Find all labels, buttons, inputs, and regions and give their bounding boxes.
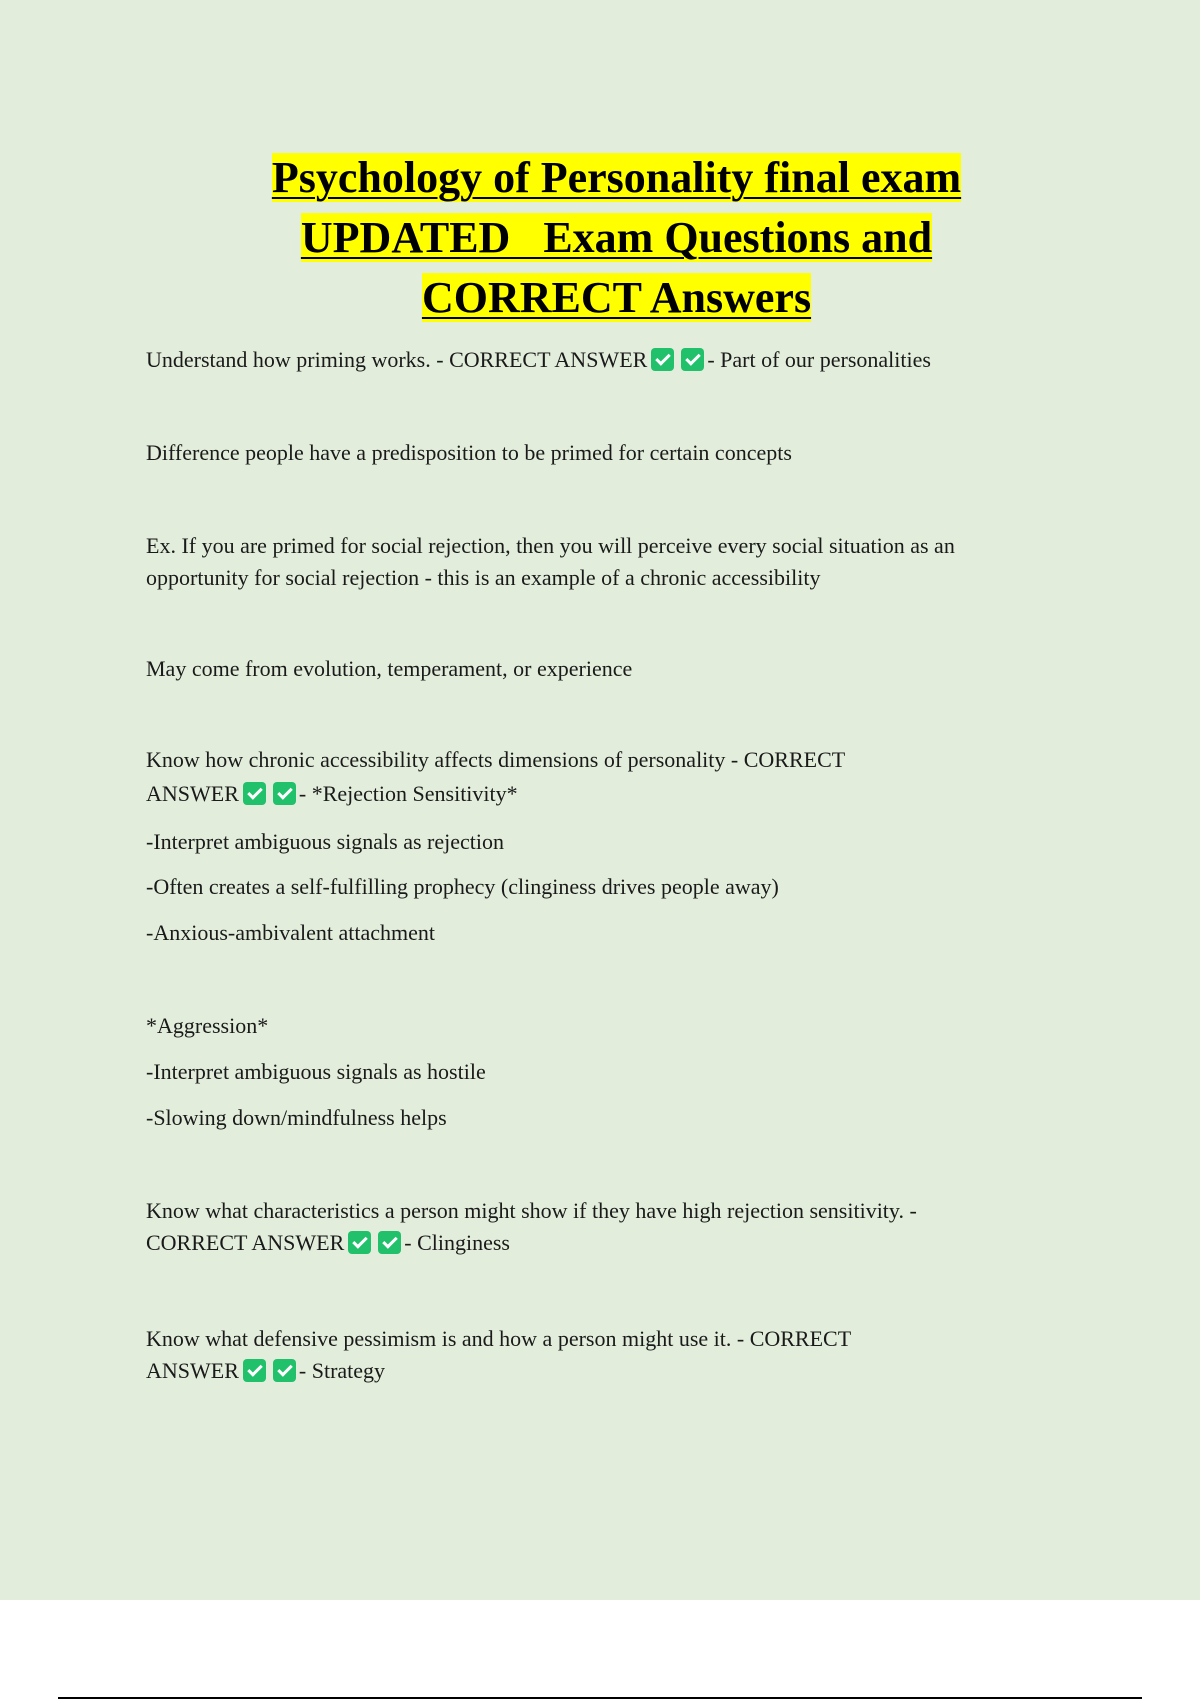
answer-text: - Strategy — [298, 1358, 386, 1383]
question-text: Know what defensive pessimism is and how a person might use it. - CORRECT — [146, 1326, 852, 1351]
title-line-1: Psychology of Personality final exam — [271, 153, 962, 202]
qa-item-priming — [146, 344, 1056, 376]
list-item: -Slowing down/mindfulness helps — [146, 1105, 447, 1130]
list-item: -Interpret ambiguous signals as hostile — [146, 1059, 486, 1084]
section-heading: *Aggression* — [146, 1013, 269, 1038]
check-mark-icon — [651, 348, 674, 371]
question-text: Understand how priming works. - CORRECT ANSWER — [146, 347, 648, 372]
list-item: -Interpret ambiguous signals as rejection — [146, 829, 505, 854]
answer-text: - Clinginess — [404, 1230, 510, 1255]
paragraph: Ex. If you are primed for social rejection, then you will perceive every social situation as an opportunity for social rejection - this is an example of a chronic accessibility — [146, 533, 955, 590]
question-text: CORRECT ANSWER — [146, 1230, 345, 1255]
question-text: Know what characteristics a person might show if they have high rejection sensitivity. - — [146, 1198, 917, 1223]
question-text: ANSWER — [146, 1358, 239, 1383]
check-mark-icon — [273, 782, 296, 805]
answer-text: - Part of our personalities — [707, 347, 931, 372]
title-line-2: UPDATED Exam Questions and — [300, 213, 933, 262]
footer-divider — [58, 1697, 1142, 1699]
check-mark-icon — [273, 1359, 296, 1382]
check-mark-icon — [681, 348, 704, 371]
title-line-3: CORRECT Answers — [421, 273, 812, 322]
qa-item-rejection-sensitivity — [146, 1195, 1056, 1259]
qa-item-chronic-accessibility — [146, 744, 1056, 810]
paragraph: May come from evolution, temperament, or experience — [146, 656, 633, 681]
document-title — [0, 148, 1200, 328]
check-mark-icon — [348, 1231, 371, 1254]
question-text: Know how chronic accessibility affects dimensions of personality - CORRECT — [146, 747, 846, 772]
check-mark-icon — [243, 782, 266, 805]
list-item: -Anxious-ambivalent attachment — [146, 920, 435, 945]
paragraph: Difference people have a predisposition to be primed for certain concepts — [146, 440, 792, 465]
check-mark-icon — [243, 1359, 266, 1382]
answer-text: - *Rejection Sensitivity* — [298, 781, 518, 806]
list-item: -Often creates a self-fulfilling prophecy (clinginess drives people away) — [146, 874, 779, 899]
qa-item-defensive-pessimism — [146, 1323, 1056, 1387]
question-text: ANSWER — [146, 781, 239, 806]
check-mark-icon — [378, 1231, 401, 1254]
